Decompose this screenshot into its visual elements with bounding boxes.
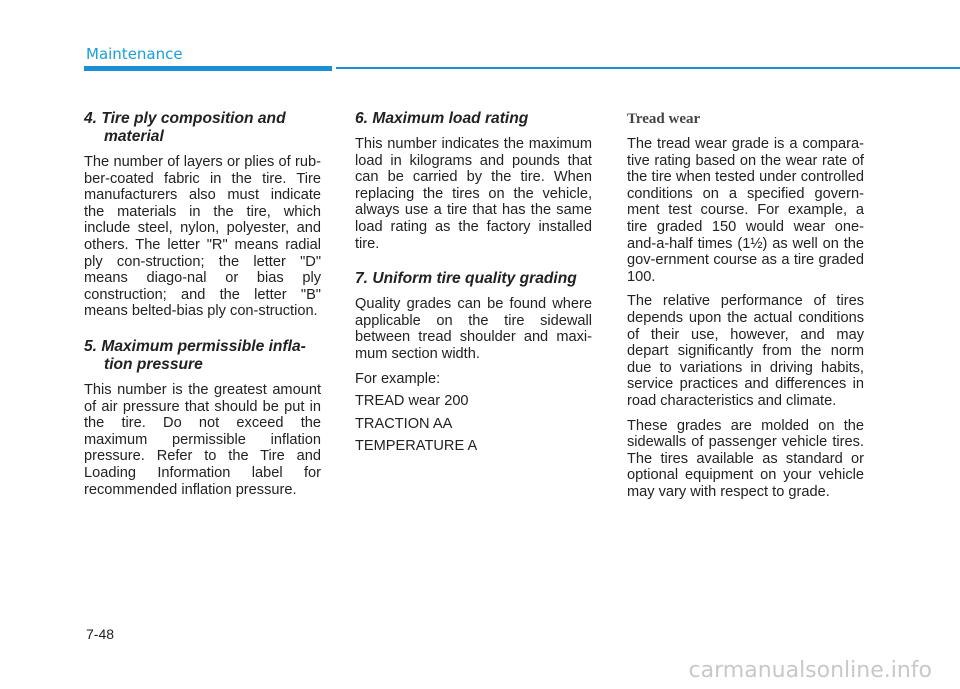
- header-rule-thick: [84, 66, 332, 71]
- section-title: Maintenance: [86, 45, 183, 63]
- heading-tire-ply-composition: 4. Tire ply composition and material: [84, 110, 286, 145]
- heading-uniform-grading: 7. Uniform tire quality grading: [355, 270, 577, 288]
- heading-tread-wear: Tread wear: [627, 111, 701, 127]
- heading-max-inflation-pressure: 5. Maximum permissible infla-tion pressure: [84, 337, 306, 373]
- heading-max-load-rating: 6. Maximum load rating: [355, 110, 529, 127]
- header-rule-thin: [336, 67, 960, 69]
- paragraph-relative-performance: The relative performance of tires depends upon the actual conditions of their use, however, and may depart significantly from the norm due to variations in driving habits, service practices and differences in road characteristics and climate.: [627, 293, 864, 409]
- paragraph-example: For example:: [355, 370, 441, 387]
- example-tread-wear: TREAD wear 200: [355, 393, 469, 410]
- watermark: carmanualsonline.info: [688, 658, 932, 683]
- paragraph-inflation: This number is the greatest amount of air pressure that should be put in the tire. Do not exceed the maximum permissible inflation pressure. Refer to the Tire and Loading Information label for recommended inflation pressure.: [84, 381, 321, 498]
- example-traction: TRACTION AA: [355, 415, 453, 432]
- paragraph-grades-molded: These grades are molded on the sidewalls of passenger vehicle tires. The tires available as standard or optional equipment on your vehicle may vary with respect to grade.: [627, 417, 864, 500]
- paragraph-load-rating: This number indicates the maximum load in kilograms and pounds that can be carried by the tire. When replacing the tires on the vehicle, always use a tire that has the same load rating as the factory installed tire.: [355, 136, 592, 252]
- paragraph-tread-wear: The tread wear grade is a compara-tive rating based on the wear rate of the tire when tested under controlled conditions on a specified govern-ment test course. For example, a tire graded 150 would wear one-and-a-half times (1½) as well on the gov-ernment course as a tire graded 100.: [627, 136, 864, 285]
- column-3: [627, 110, 864, 508]
- column-1: [84, 110, 321, 506]
- paragraph-tire-ply: The number of layers or plies of rub-ber-coated fabric in the tire. Tire manufacturers also must indicate the materials in the tire, which include steel, nylon, polyester, and others. The letter "R" means radial ply con-struction; the letter "D" means diago-nal or bias ply construction; and the letter "B" means belted-bias ply con-struction.: [84, 154, 321, 320]
- column-2: [355, 110, 592, 461]
- page-number: 7-48: [86, 626, 115, 642]
- paragraph-quality-grades: Quality grades can be found where applicable on the tire sidewall between tread shoulder and maxi-mum section width.: [355, 296, 592, 362]
- example-temperature: TEMPERATURE A: [355, 438, 478, 455]
